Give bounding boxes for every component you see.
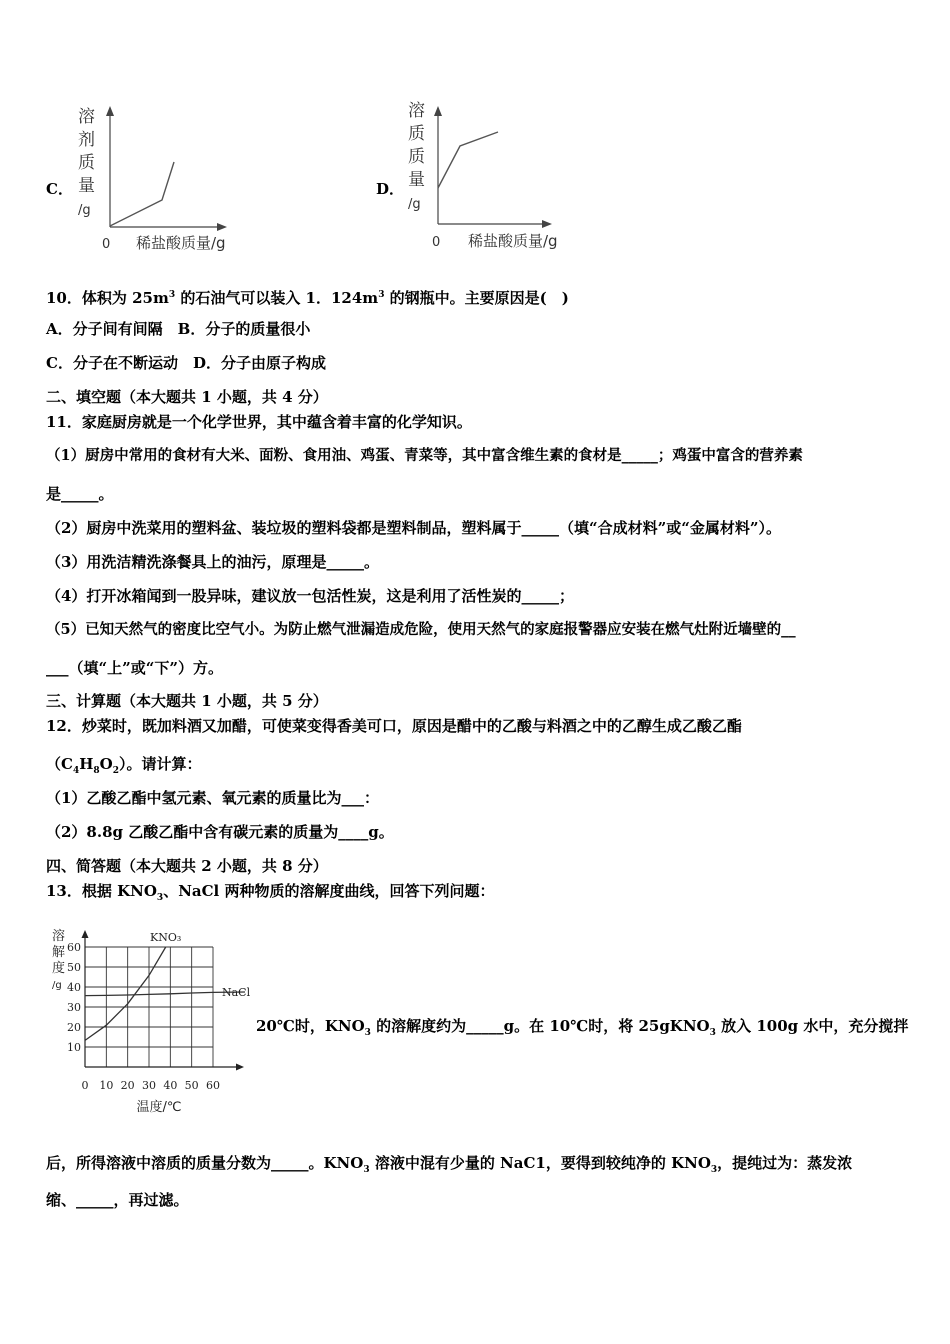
x-tick-label: 60 [206,1079,220,1092]
series-line-nacl [85,992,245,996]
x-axis-arrow [236,1064,244,1071]
graph-d-origin: 0 [432,235,441,250]
y-tick-label: 10 [67,1041,81,1054]
y-tick-label: 50 [67,961,81,974]
q12-stem: 12．炒菜时，既加料酒又加醋，可使菜变得香美可口，原因是醋中的乙酸与料酒之中的乙醇生成乙酸乙酯 [46,717,742,735]
graph-c [70,100,250,260]
x-tick-label: 40 [163,1079,178,1092]
q11-stem: 11．家庭厨房就是一个化学世界，其中蕴含着丰富的化学知识。 [46,413,472,431]
q13-line2: 后，所得溶液中溶质的质量分数为_____。$KNO_3$ 溶液中混有少量的 NaC1，要得到较纯净的 $KNO_3$，提纯过为：蒸发浓 [46,1154,853,1175]
q10-stem: 10．体积为 $25m^3$ 的石油气可以装入 1．$124m^3$ 的钢瓶中。主要原因是( ) [46,289,569,307]
x-tick-label: 10 [99,1079,114,1092]
x-axis-label: 温度/℃ [136,1100,182,1115]
graph-c-origin: 0 [102,237,111,252]
x-tick-label: 0 [81,1079,89,1092]
graph-d-ylabel-char: 质 [408,147,425,167]
q11-part5b: ___（填“上”或“下”）方。 [46,659,224,677]
graph-d-curve [438,132,498,188]
y-tick-label: 20 [67,1021,81,1034]
graph-d [400,100,590,260]
graph-d-option-label: D． [376,180,405,198]
graph-c-option-label: C． [46,180,73,198]
graph-d-ylabel-char: 溶 [408,101,425,121]
x-tick-label: 30 [142,1079,156,1092]
section-2-heading: 二、填空题（本大题共 1 小题，共 4 分） [46,388,328,406]
q11-part2: （2）厨房中洗菜用的塑料盆、装垃圾的塑料袋都是塑料制品，塑料属于_____（填“合成材料”或“金属材料”）。 [46,519,781,537]
section-3-heading: 三、计算题（本大题共 1 小题，共 5 分） [46,692,328,710]
graph-c-xlabel: 稀盐酸质量/g [136,234,226,252]
graph-c-curve [110,162,174,226]
graph-c-ylabel-char: 剂 [78,130,95,150]
q13-stem: 13．根据 $KNO_3$、NaCl 两种物质的溶解度曲线，回答下列问题： [46,882,495,903]
y-axis-arrow [82,930,89,938]
q11-part1a: （1）厨房中常用的食材有大米、面粉、食用油、鸡蛋、青菜等，其中富含维生素的食材是_____；鸡蛋中富含的营养素 [46,447,803,464]
q11-part1b: 是_____。 [46,485,114,503]
y-tick-label: 40 [67,981,81,994]
q11-part5a: （5）已知天然气的密度比空气小。为防止燃气泄漏造成危险，使用天然气的家庭报警器应安装在燃气灶附近墙壁的__ [46,621,796,638]
y-axis-label-char: /g [52,980,62,991]
graph-d-xlabel: 稀盐酸质量/g [468,232,558,250]
series-label-kno3: KNO₃ [150,931,182,944]
q11-part4: （4）打开冰箱闻到一股异味，建议放一包活性炭，这是利用了活性炭的_____； [46,587,574,605]
series-label-nacl: NaCl [222,986,251,999]
graph-c-ylabel-char: /g [78,203,91,218]
x-tick-label: 50 [184,1079,199,1092]
q12-formula: $(C_4H_8O_2)$。请计算： [46,755,202,776]
y-axis-label-char: 解 [52,945,66,960]
q12-part1: （1）乙酸乙酯中氢元素、氧元素的质量比为___： [46,789,379,807]
y-axis-label-char: 溶 [52,929,66,944]
y-tick-label: 30 [67,1001,81,1014]
solubility-chart [40,920,260,1120]
y-axis-label-char: 度 [52,961,66,976]
q10-options-cd: C．分子在不断运动 D．分子由原子构成 [46,354,326,372]
graph-d-ylabel-char: /g [408,197,421,212]
q13-side-text: 20℃时，$KNO_3$ 的溶解度约为_____g。在 10℃时，将 25gKNO$_3$ 放入 100g 水中，充分搅拌 [256,1017,909,1038]
graph-d-ylabel-char: 质 [408,124,425,144]
x-tick-label: 20 [120,1079,135,1092]
section-4-heading: 四、简答题（本大题共 2 小题，共 8 分） [46,857,328,875]
q12-part2: （2）8.8g 乙酸乙酯中含有碳元素的质量为____g。 [46,823,394,841]
graph-c-ylabel-char: 溶 [78,107,95,127]
graph-c-ylabel-char: 质 [78,153,95,173]
q11-part3: （3）用洗洁精洗涤餐具上的油污，原理是_____。 [46,553,379,571]
graph-d-ylabel-char: 量 [408,170,425,190]
y-tick-label: 60 [67,941,81,954]
q10-options-ab: A．分子间有间隔 B．分子的质量很小 [46,320,311,338]
q13-line3: 缩、_____，再过滤。 [46,1191,189,1209]
graph-c-ylabel-char: 量 [78,176,95,196]
